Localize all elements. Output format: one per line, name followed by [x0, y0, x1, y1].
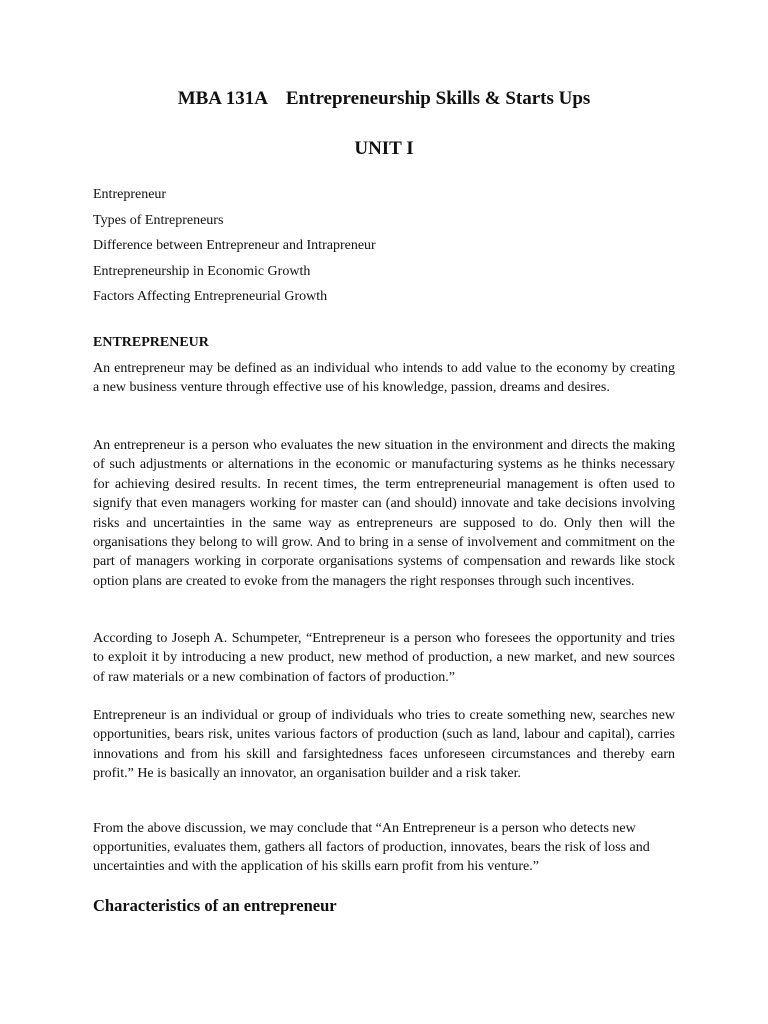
body-paragraph: An entrepreneur is a person who evaluates the new situation in the environment and directs the making of such adjustments or alternations in the economic or manufacturing systems as he thinks necessary for achieving desired results. In recent times, the term entrepreneurial management is often used to signify that even managers working for master can (and should) innovate and take decisions involving risks and uncertainties in the same way as entrepreneurs are supposed to do. Only then will the organisations they belong to will grow. And to bring in a sense of involvement and commitment on the part of managers working in corporate organisations systems of compensation and rewards like stock option plans are created to evoke from the managers the right responses through such incentives. [93, 438, 675, 589]
topic-item: Factors Affecting Entrepreneurial Growth [93, 289, 328, 304]
body-paragraph: Entrepreneur is an individual or group of individuals who tries to create something new, searches new opportunities, bears risk, unites various factors of production (such as land, labour and capital), carries innovations and from his skill and farsightedness faces unforeseen circumstances and thereby earn profit.” He is basically an innovator, an organisation builder and a risk taker. [93, 708, 675, 782]
topic-item: Entrepreneurship in Economic Growth [93, 263, 311, 279]
quote-paragraph: According to Joseph A. Schumpeter, “Entrepreneur is a person who foresees the opportunity and tries to exploit it by introducing a new product, new method of production, a new market, and new sources of raw materials or a new combination of factors of production.” [93, 631, 675, 685]
conclusion-paragraph: From the above discussion, we may conclude that “An Entrepreneur is a person who detects new opportunities, evaluates them, gathers all factors of production, innovates, bears the risk of loss and uncertainties and with the application of his skills earn profit from his venture.” [93, 821, 650, 874]
body-paragraph: An entrepreneur may be defined as an individual who intends to add value to the economy by creating a new business venture through effective use of his knowledge, passion, dreams and desires. [93, 361, 675, 396]
unit-heading: UNIT I [354, 138, 414, 159]
characteristics-heading: Characteristics of an entrepreneur [93, 896, 337, 915]
topic-item: Types of Entrepreneurs [93, 212, 224, 228]
document-title: MBA 131A Entrepreneurship Skills & Starts Ups [177, 88, 591, 109]
topic-item: Difference between Entrepreneur and Intrapreneur [93, 238, 376, 253]
topic-item: Entrepreneur [93, 187, 167, 202]
topic-list [93, 182, 376, 310]
section-heading: ENTREPRENEUR [93, 335, 209, 350]
